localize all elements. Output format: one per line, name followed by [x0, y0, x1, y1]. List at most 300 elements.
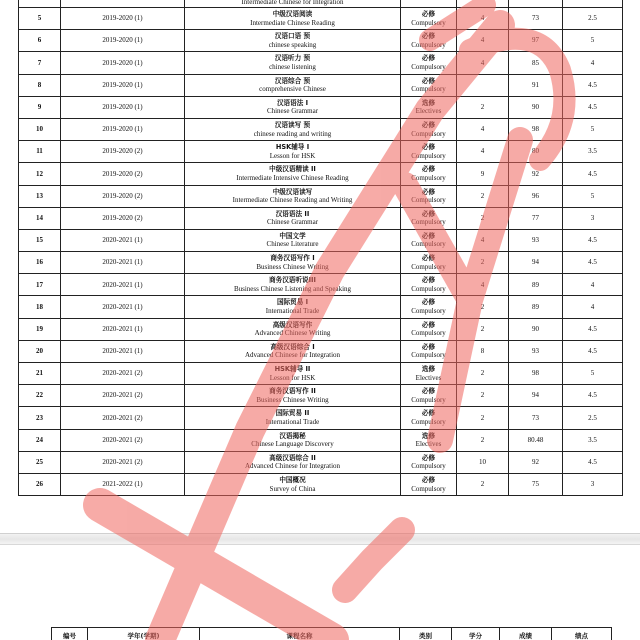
category-cat-zh-text: 必修 [421, 320, 436, 329]
score-cell [509, 473, 563, 495]
table-row [19, 274, 623, 296]
term-cell [61, 8, 185, 30]
category-cat-en-text: Compulsory [411, 329, 446, 338]
term-cell [61, 473, 185, 495]
credit-credit-text: 4 [480, 125, 485, 134]
category-cat-en-text: Compulsory [411, 218, 446, 227]
score-cell [509, 185, 563, 207]
grade-point-cell [563, 96, 623, 118]
credit-cell [457, 451, 509, 473]
term-term-text: 2020-2021 (1) [102, 280, 143, 289]
course-zh-text: 商务汉语听说III [269, 276, 316, 285]
category-cell [401, 163, 457, 185]
row-number-no-text: 17 [36, 280, 43, 289]
row-number [19, 141, 61, 163]
category-cat-en-text: Compulsory [411, 196, 446, 205]
grade-point-cell [563, 118, 623, 140]
score-score-text: 92 [532, 169, 539, 178]
term-term-text: 2019-2020 (1) [102, 125, 143, 134]
credit-cell [457, 8, 509, 30]
term-cell [61, 163, 185, 185]
course-en-text: Intermediate Chinese Reading and Writing [232, 196, 353, 205]
credit-credit-text: 4 [480, 280, 485, 289]
grade-point-cell [563, 8, 623, 30]
grade-point-gp-text: 4.5 [588, 347, 597, 356]
table-row [19, 141, 623, 163]
grade-point-gp-text: 4 [590, 302, 595, 311]
row-number-no-text: 25 [36, 458, 43, 467]
row-number [19, 363, 61, 385]
course-en-text: Business Chinese Listening and Speaking [233, 284, 352, 293]
credit-cell [457, 52, 509, 74]
grade-point-gp-text: 5 [590, 36, 595, 45]
score-score-text: 75 [532, 480, 539, 489]
row-number [19, 30, 61, 52]
course-en-text: chinese speaking [268, 40, 317, 49]
term-term-text: 2020-2021 (1) [102, 236, 143, 245]
term-term-text: 2020-2021 (2) [102, 435, 143, 444]
score-cell [509, 141, 563, 163]
row-number-no-text: 23 [36, 413, 43, 422]
category-cat-en-text: Compulsory [411, 173, 446, 182]
course-zh-text: 汉语语法 II [275, 209, 310, 218]
term-cell [61, 451, 185, 473]
row-number-no-text: 8 [37, 80, 42, 89]
term-term-text: 2019-2020 (1) [102, 103, 143, 112]
grade-point-gp-text: 4.5 [588, 103, 597, 112]
credit-cell [457, 118, 509, 140]
term-cell [61, 30, 185, 52]
row-number [19, 185, 61, 207]
grade-point-gp-text: 4.5 [588, 391, 597, 400]
course-en-text: International Trade [265, 307, 320, 316]
credit-credit-text: 2 [480, 191, 485, 200]
category-cat-zh-text: 必修 [421, 120, 436, 129]
score-cell [509, 96, 563, 118]
row-number [19, 52, 61, 74]
category-cat-zh-text: 必修 [421, 276, 436, 285]
credit-cell [457, 385, 509, 407]
term-cell [61, 252, 185, 274]
course-en-text: comprehensive Chinese [259, 85, 326, 94]
course-zh-text: 中级汉语精读 II [269, 165, 316, 174]
credit-credit-text: 9 [480, 169, 485, 178]
row-number-no-text: 21 [36, 369, 43, 378]
credit-credit-text: 4 [480, 36, 485, 45]
score-cell [509, 318, 563, 340]
category-cat-zh-text: 必修 [421, 453, 436, 462]
course-cell [185, 185, 401, 207]
row-number [19, 8, 61, 30]
category-cat-zh-text: 必修 [421, 298, 436, 307]
score-cell [509, 118, 563, 140]
credit-credit-text: 4 [480, 236, 485, 245]
category-cat-zh-text: 必修 [421, 209, 436, 218]
score-cell [509, 30, 563, 52]
grade-point-gp-text: 4.5 [588, 324, 597, 333]
table-row-partial [19, 0, 623, 8]
course-cell [185, 252, 401, 274]
credit-cell [457, 274, 509, 296]
transcript-table [18, 0, 623, 496]
score-score-text: 93 [532, 236, 539, 245]
score-cell [509, 8, 563, 30]
grade-point-cell [563, 30, 623, 52]
row-number-no-text: 18 [36, 302, 43, 311]
category-cat-en-text: Compulsory [411, 395, 446, 404]
course-cell [185, 163, 401, 185]
score-score-text: 89 [532, 280, 539, 289]
score-score-text: 73 [532, 413, 539, 422]
grade-point-cell [563, 207, 623, 229]
score-cell [509, 385, 563, 407]
grade-point-gp-text: 3.5 [588, 435, 597, 444]
credit-credit-text: 2 [480, 302, 485, 311]
course-zh-text: 高级汉语综合 II [269, 453, 316, 462]
row-number-no-text: 10 [36, 125, 43, 134]
term-term-text: 2019-2020 (1) [102, 58, 143, 67]
credit-credit-text: 10 [479, 458, 486, 467]
course-cell [185, 96, 401, 118]
category-cell [401, 473, 457, 495]
table-row [19, 296, 623, 318]
course-zh-text: 汉语综合 预 [274, 76, 311, 85]
table-row [19, 340, 623, 362]
grade-point-cell [563, 274, 623, 296]
score-cell [509, 52, 563, 74]
category-cell [401, 141, 457, 163]
category-cat-zh-text: 必修 [421, 143, 436, 152]
grade-point-cell [563, 163, 623, 185]
term-term-text: 2020-2021 (1) [102, 258, 143, 267]
grade-point-gp-text: 4.5 [588, 236, 597, 245]
category-cat-en-text: Compulsory [411, 62, 446, 71]
table-row [19, 318, 623, 340]
course-cell [185, 30, 401, 52]
next-page [0, 545, 640, 640]
credit-credit-text: 2 [480, 103, 485, 112]
category-cat-en-text: Compulsory [411, 284, 446, 293]
credit-credit-text: 2 [480, 258, 485, 267]
term-term-text: 2021-2022 (1) [102, 480, 143, 489]
category-cell [401, 274, 457, 296]
score-score-text: 92 [532, 458, 539, 467]
category-cat-zh-text: 选修 [421, 365, 436, 373]
credit-credit-text: 2 [480, 480, 485, 489]
category-cat-en-text: Compulsory [411, 462, 446, 471]
row-number-no-text: 24 [36, 435, 43, 444]
table-row [19, 8, 623, 30]
course-cell [185, 340, 401, 362]
score-cell [509, 451, 563, 473]
term-cell [61, 96, 185, 118]
row-number-no-text: 12 [36, 169, 43, 178]
category-cell [401, 52, 457, 74]
course-en-text: Lesson for HSK [269, 373, 316, 382]
course-zh-text: 汉语揭秘 [279, 431, 306, 440]
credit-cell [457, 363, 509, 385]
table-row [19, 229, 623, 251]
credit-cell [457, 340, 509, 362]
category-cell [401, 96, 457, 118]
course-cell [185, 141, 401, 163]
credit-credit-text: 2 [480, 369, 485, 378]
grade-point-cell [563, 52, 623, 74]
term-cell [61, 74, 185, 96]
credit-cell [457, 473, 509, 495]
table-row [19, 385, 623, 407]
row-number [19, 429, 61, 451]
partial-row-text: Intermediate Chinese for Integration [241, 0, 344, 7]
term-cell [61, 52, 185, 74]
score-cell [509, 163, 563, 185]
category-cat-zh-text: 必修 [421, 76, 436, 85]
course-cell [185, 429, 401, 451]
course-en-text: chinese reading and writing [253, 129, 332, 138]
row-number-no-text: 11 [36, 147, 43, 156]
header-category: 类别 [400, 628, 452, 640]
category-cat-zh-text: 选修 [421, 98, 436, 107]
credit-credit-text: 8 [480, 347, 485, 356]
score-score-text: 90 [532, 324, 539, 333]
row-number [19, 407, 61, 429]
term-term-text: 2020-2021 (2) [102, 391, 143, 400]
score-cell [509, 407, 563, 429]
course-zh-text: 国际贸易 I [276, 298, 309, 307]
score-score-text: 97 [532, 36, 539, 45]
category-cell [401, 252, 457, 274]
credit-credit-text: 2 [480, 324, 485, 333]
score-score-text: 91 [532, 80, 539, 89]
score-score-text: 98 [532, 369, 539, 378]
header-number: 编号 [52, 628, 88, 640]
term-term-text: 2019-2020 (2) [102, 147, 143, 156]
next-page-header-table [51, 627, 612, 640]
table-row [19, 363, 623, 385]
credit-credit-text: 4 [480, 14, 485, 23]
credit-credit-text: 2 [480, 435, 485, 444]
course-cell [185, 118, 401, 140]
category-cat-en-text: Compulsory [411, 484, 446, 493]
row-number [19, 451, 61, 473]
category-cat-zh-text: 必修 [421, 409, 436, 418]
course-en-text: Business Chinese Writing [256, 395, 329, 404]
table-row [19, 451, 623, 473]
category-cell [401, 229, 457, 251]
credit-cell [457, 74, 509, 96]
course-en-text: Advanced Chinese Writing [254, 329, 331, 338]
grade-point-gp-text: 4.5 [588, 80, 597, 89]
course-cell [185, 385, 401, 407]
grade-point-gp-text: 4 [590, 58, 595, 67]
category-cell [401, 118, 457, 140]
row-number [19, 340, 61, 362]
grade-point-gp-text: 4.5 [588, 458, 597, 467]
course-cell [185, 318, 401, 340]
course-zh-text: 汉语读写 预 [274, 120, 311, 129]
table-row [19, 407, 623, 429]
score-score-text: 89 [532, 302, 539, 311]
course-en-text: Intermediate Intensive Chinese Reading [236, 173, 349, 182]
score-score-text: 77 [532, 213, 539, 222]
grade-point-gp-text: 4 [590, 280, 595, 289]
score-cell [509, 429, 563, 451]
course-zh-text: 商务汉语写作 I [270, 254, 315, 263]
row-number [19, 96, 61, 118]
term-cell [61, 207, 185, 229]
table-row [19, 252, 623, 274]
term-term-text: 2020-2021 (2) [102, 458, 143, 467]
category-cell [401, 451, 457, 473]
term-term-text: 2019-2020 (2) [102, 169, 143, 178]
category-cat-zh-text: 必修 [421, 387, 436, 396]
row-number [19, 74, 61, 96]
row-number [19, 252, 61, 274]
category-cat-en-text: Compulsory [411, 40, 446, 49]
category-cell [401, 207, 457, 229]
category-cat-zh-text: 必修 [421, 342, 436, 351]
category-cell [401, 385, 457, 407]
category-cell [401, 74, 457, 96]
course-zh-text: HSK辅导 II [274, 365, 311, 373]
term-term-text: 2019-2020 (1) [102, 36, 143, 45]
term-cell [61, 229, 185, 251]
category-cat-zh-text: 选修 [421, 431, 436, 440]
term-cell [61, 141, 185, 163]
grade-point-cell [563, 407, 623, 429]
term-cell [61, 185, 185, 207]
score-score-text: 85 [532, 58, 539, 67]
course-zh-text: 汉语语法 I [276, 98, 309, 107]
term-term-text: 2019-2020 (2) [102, 213, 143, 222]
course-en-text: Chinese Literature [266, 240, 319, 249]
credit-cell [457, 407, 509, 429]
score-score-text: 90 [532, 103, 539, 112]
course-en-text: Advanced Chinese for Integration [244, 462, 341, 471]
category-cat-en-text: Compulsory [411, 240, 446, 249]
score-score-text: 94 [532, 391, 539, 400]
credit-credit-text: 4 [480, 147, 485, 156]
category-cat-en-text: Compulsory [411, 85, 446, 94]
category-cell [401, 340, 457, 362]
credit-cell [457, 163, 509, 185]
row-number-no-text: 13 [36, 191, 43, 200]
course-zh-text: 汉语听力 预 [274, 54, 311, 63]
course-cell [185, 473, 401, 495]
course-cell [185, 451, 401, 473]
credit-cell [457, 30, 509, 52]
credit-credit-text: 2 [480, 213, 485, 222]
grade-point-cell [563, 429, 623, 451]
term-term-text: 2020-2021 (1) [102, 302, 143, 311]
course-en-text: Advanced Chinese for Integration [244, 351, 341, 360]
row-number-no-text: 22 [36, 391, 43, 400]
score-cell [509, 274, 563, 296]
course-en-text: Lesson for HSK [269, 151, 316, 160]
table-row [19, 118, 623, 140]
row-number [19, 118, 61, 140]
course-zh-text: 商务汉语写作 II [269, 387, 316, 396]
term-cell [61, 363, 185, 385]
credit-credit-text: 2 [480, 391, 485, 400]
row-number-no-text: 19 [36, 324, 43, 333]
term-cell [61, 429, 185, 451]
header-credit: 学分 [452, 628, 500, 640]
course-en-text: Chinese Language Discovery [251, 440, 334, 449]
grade-point-gp-text: 5 [590, 369, 595, 378]
row-number-no-text: 20 [36, 347, 43, 356]
grade-point-gp-text: 4.5 [588, 258, 597, 267]
grade-point-gp-text: 2.5 [588, 14, 597, 23]
course-en-text: Business Chinese Writing [256, 262, 329, 271]
score-cell [509, 296, 563, 318]
table-row [19, 52, 623, 74]
row-number-no-text: 26 [36, 480, 43, 489]
grade-point-cell [563, 74, 623, 96]
score-cell [509, 229, 563, 251]
category-cat-en-text: Compulsory [411, 151, 446, 160]
grade-point-gp-text: 3.5 [588, 147, 597, 156]
header-row [52, 628, 612, 640]
category-cell [401, 8, 457, 30]
category-cat-zh-text: 必修 [421, 54, 436, 63]
row-number-no-text: 6 [37, 36, 42, 45]
category-cell [401, 429, 457, 451]
row-number [19, 296, 61, 318]
course-zh-text: HSK辅导 I [275, 143, 310, 152]
category-cat-zh-text: 必修 [421, 254, 436, 263]
grade-point-cell [563, 229, 623, 251]
grade-point-gp-text: 3 [590, 480, 595, 489]
grade-point-cell [563, 318, 623, 340]
term-cell [61, 274, 185, 296]
course-zh-text: 中国文学 [279, 231, 306, 240]
category-cat-en-text: Electives [415, 440, 442, 449]
score-score-text: 93 [532, 347, 539, 356]
grade-point-cell [563, 252, 623, 274]
credit-cell [457, 207, 509, 229]
table-row [19, 30, 623, 52]
grade-point-cell [563, 385, 623, 407]
term-term-text: 2020-2021 (1) [102, 347, 143, 356]
score-score-text: 80.48 [527, 435, 544, 444]
table-row [19, 163, 623, 185]
row-number [19, 163, 61, 185]
category-cat-en-text: Compulsory [411, 129, 446, 138]
course-zh-text: 中级汉语阅读 [272, 10, 313, 18]
row-number-no-text: 7 [37, 58, 42, 67]
course-cell [185, 52, 401, 74]
score-cell [509, 340, 563, 362]
grade-point-cell [563, 296, 623, 318]
category-cat-zh-text: 必修 [421, 10, 436, 18]
category-cat-en-text: Compulsory [411, 351, 446, 360]
grade-point-gp-text: 4.5 [588, 169, 597, 178]
score-score-text: 80 [532, 147, 539, 156]
grade-point-gp-text: 5 [590, 191, 595, 200]
row-number [19, 274, 61, 296]
score-cell [509, 207, 563, 229]
term-term-text: 2019-2020 (1) [102, 80, 143, 89]
header-score: 成绩 [500, 628, 552, 640]
course-en-text: Intermediate Chinese Reading [250, 18, 335, 27]
grade-point-cell [563, 451, 623, 473]
grade-point-cell [563, 185, 623, 207]
course-en-text: chinese listening [269, 62, 316, 71]
category-cat-en-text: Electives [415, 107, 442, 116]
course-en-text: Chinese Grammar [266, 107, 319, 116]
row-number-no-text: 14 [36, 213, 43, 222]
